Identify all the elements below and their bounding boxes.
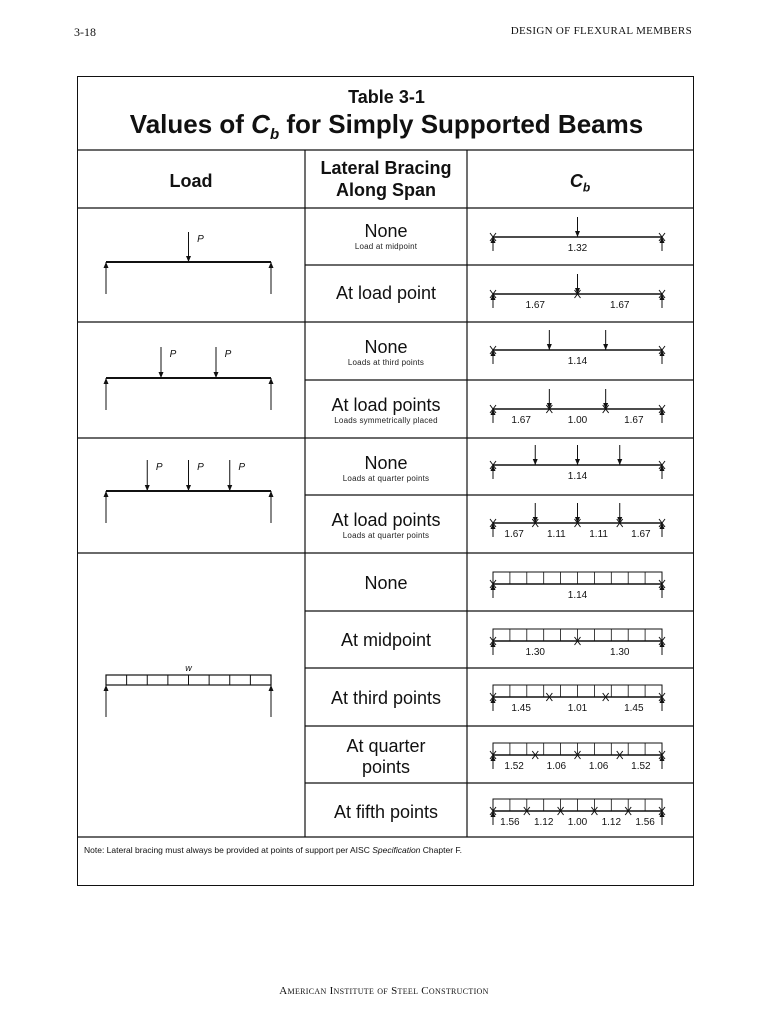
cb-diagram-8	[490, 629, 665, 658]
cb-value: 1.00	[567, 817, 588, 828]
cb-diagram-4	[490, 389, 665, 426]
cb-diagram-6	[490, 503, 665, 540]
cb-diagram-7	[490, 572, 665, 601]
point-load-arrow-head	[603, 344, 608, 350]
cb-diagram-2	[490, 274, 665, 311]
note-suffix: Chapter F.	[420, 845, 462, 855]
cb-value: 1.14	[567, 471, 588, 482]
cb-value: 1.00	[567, 415, 588, 426]
bracing-label: None	[364, 453, 408, 473]
cb-diagram-5	[490, 445, 665, 482]
cb-diagram-1	[490, 217, 665, 254]
point-load-label: P	[238, 462, 246, 473]
cb-value: 1.56	[635, 817, 655, 828]
table-title-prefix: Values of	[129, 109, 252, 139]
load-diagram-4	[104, 663, 274, 717]
cb-value: 1.56	[500, 817, 520, 828]
point-load-label: P	[197, 234, 204, 245]
bracing-label: At fifth points	[333, 802, 439, 822]
cb-value: 1.32	[567, 243, 588, 254]
bracing-sublabel: Loads symmetrically placed	[334, 416, 438, 425]
cb-diagram-11	[490, 799, 665, 828]
cb-value: 1.52	[504, 761, 524, 772]
cb-value: 1.67	[504, 529, 524, 540]
cb-value: 1.12	[601, 817, 622, 828]
cb-value: 1.67	[631, 529, 651, 540]
cb-value: 1.12	[533, 817, 554, 828]
point-load-arrow-head	[547, 344, 552, 350]
running-head: DESIGN OF FLEXURAL MEMBERS	[510, 25, 692, 37]
table-graphics	[78, 77, 693, 885]
cb-value: 1.06	[588, 761, 609, 772]
load-diagram-1	[104, 232, 274, 294]
cb-diagram-3	[490, 330, 665, 367]
point-load-arrow-head	[575, 459, 580, 465]
cb-value: 1.67	[525, 300, 545, 311]
bracing-label: At third points	[330, 688, 442, 708]
bracing-sublabel: Loads at quarter points	[342, 474, 430, 483]
column-header-cb-symbol: C	[569, 171, 583, 191]
table-number: Table 3-1	[348, 87, 425, 107]
table-grid	[78, 150, 693, 837]
cb-value: 1.45	[511, 703, 531, 714]
cb-value: 1.30	[610, 647, 630, 658]
bracing-label: At load points	[331, 510, 441, 530]
cb-diagrams	[490, 217, 665, 828]
cb-value: 1.14	[567, 356, 588, 367]
column-header-bracing-line2: Along Span	[336, 180, 436, 200]
bracing-sublabel: Loads at third points	[347, 358, 425, 367]
bracing-label: None	[364, 573, 408, 593]
load-diagrams	[104, 232, 274, 717]
column-header-bracing-line1: Lateral Bracing	[320, 158, 452, 178]
load-diagram-2	[104, 347, 274, 410]
bracing-label-line1: At quarter	[346, 736, 426, 756]
bracing-sublabel: Load at midpoint	[354, 242, 418, 251]
point-load-label: P	[155, 462, 163, 473]
load-diagram-3	[104, 460, 274, 523]
column-header-load: Load	[169, 171, 213, 191]
cb-value: 1.67	[511, 415, 531, 426]
cb-value: 1.30	[525, 647, 545, 658]
point-load-label: P	[197, 462, 204, 473]
bracing-label: None	[364, 337, 408, 357]
note-prefix: Note: Lateral bracing must always be provided at points of support per AISC	[84, 845, 373, 855]
point-load-label: P	[169, 349, 177, 360]
cb-diagram-9	[490, 685, 665, 714]
support-right-head	[269, 685, 274, 691]
point-load-arrow-head	[575, 231, 580, 237]
cb-value: 1.06	[546, 761, 567, 772]
note-italic: Specification	[372, 845, 421, 855]
bracing-label: At load point	[335, 283, 437, 303]
cb-value: 1.01	[567, 703, 588, 714]
table-title-symbol: C	[251, 109, 270, 139]
cb-value: 1.67	[624, 415, 644, 426]
bracing-sublabel: Loads at quarter points	[342, 531, 430, 540]
column-header-cb-subscript: b	[582, 180, 591, 195]
table-title-subscript: b	[269, 126, 280, 144]
support-left-head	[104, 685, 109, 691]
bracing-label: None	[364, 221, 408, 241]
cb-value: 1.14	[567, 590, 588, 601]
bracing-label: At load points	[331, 395, 441, 415]
footer-publisher: American Institute of Steel Construction	[279, 985, 489, 997]
bracing-label: At midpoint	[340, 630, 432, 650]
cb-value: 1.11	[547, 529, 566, 540]
cb-value: 1.67	[610, 300, 630, 311]
table-title-suffix: for Simply Supported Beams	[279, 109, 644, 139]
cb-value: 1.11	[589, 529, 608, 540]
distributed-load-label: w	[185, 663, 192, 673]
page-number: 3-18	[74, 25, 96, 39]
point-load-arrow-head	[617, 459, 622, 465]
point-load-arrow-head	[533, 459, 538, 465]
cb-diagram-10	[490, 743, 665, 772]
cb-value: 1.45	[624, 703, 644, 714]
bracing-label-line2: points	[361, 757, 411, 777]
table-3-1	[77, 76, 694, 886]
point-load-label: P	[224, 349, 232, 360]
cb-value: 1.52	[631, 761, 651, 772]
